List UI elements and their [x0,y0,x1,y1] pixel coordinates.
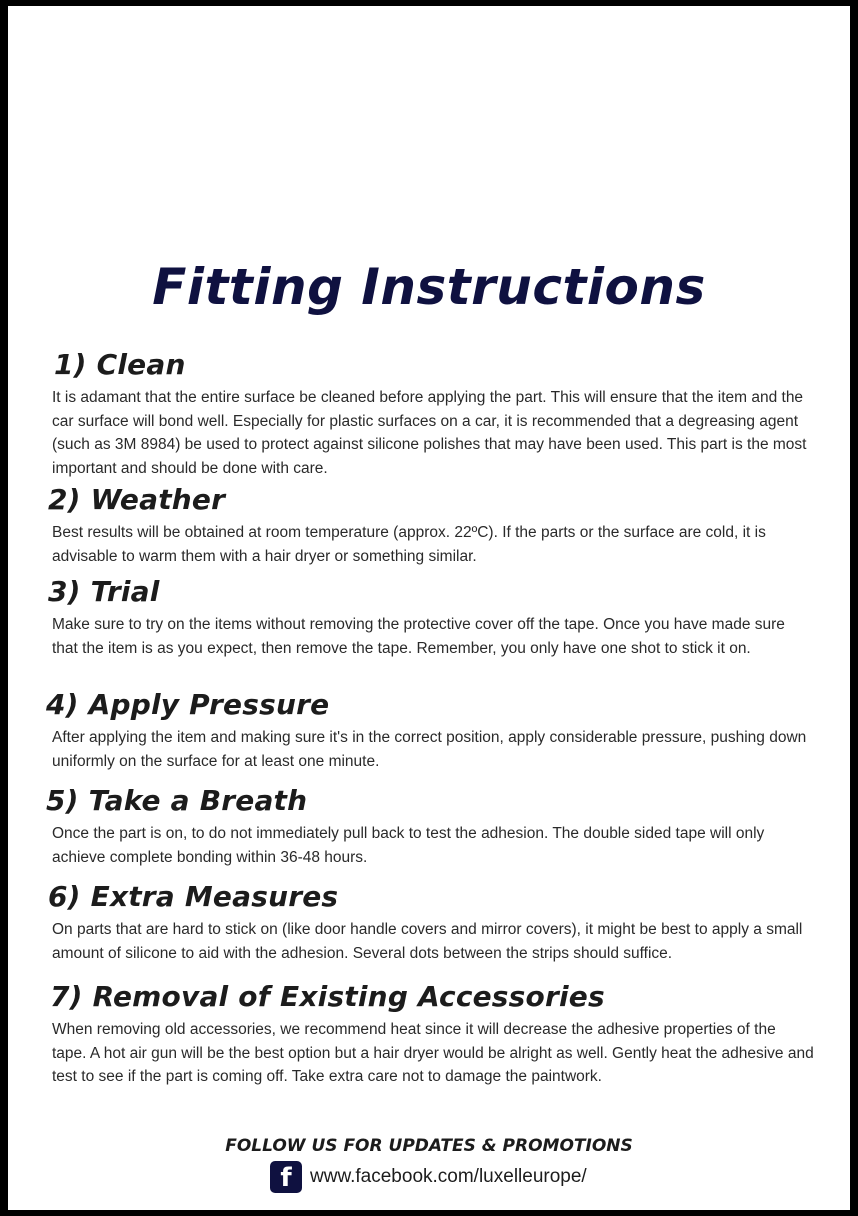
section-body: Best results will be obtained at room temperature (approx. 22ºC). If the parts or the surface are cold, it is advisable to warm them with a hair dryer or something similar. [52,524,766,565]
section-heading: 6) Extra Measures [48,880,339,913]
section-extra-measures [8,880,850,965]
section-heading: 4) Apply Pressure [46,688,330,721]
section-apply-pressure [8,688,850,773]
facebook-url: www.facebook.com/luxelleurope/ [310,1166,587,1187]
section-removal-of-existing-accessories [8,980,850,1089]
facebook-icon: f [270,1161,302,1193]
instruction-sheet [8,6,850,1210]
section-heading: 5) Take a Breath [46,784,308,817]
section-heading: 2) Weather [48,483,226,516]
section-body: After applying the item and making sure it's in the correct position, apply considerable pressure, pushing down uniformly on the surface for at least one minute. [52,729,807,770]
follow-us-heading: FOLLOW US FOR UPDATES & PROMOTIONS [225,1136,633,1156]
section-clean [8,348,850,480]
section-body: It is adamant that the entire surface be cleaned before applying the part. This will ensure that the item and the car surface will bond well. Especially for plastic surfaces on a car, it is recommended that a degreasing agent (such as 3M 8984) be used to protect against silicone polishes that may have been used. This part is the most important and should be done with care. [52,389,807,477]
section-body: Make sure to try on the items without removing the protective cover off the tape. Once you have made sure that the item is as you expect, then remove the tape. Remember, you only have one shot to stick it on. [52,616,785,657]
section-body: On parts that are hard to stick on (like door handle covers and mirror covers), it might be best to apply a small amount of silicone to aid with the adhesion. Several dots between the strips should suffice. [52,921,803,962]
section-heading: 1) Clean [54,348,186,381]
facebook-link[interactable] [270,1161,587,1193]
section-heading: 7) Removal of Existing Accessories [50,980,605,1013]
section-weather [8,483,850,568]
section-body: Once the part is on, to do not immediately pull back to test the adhesion. The double sided tape will only achieve complete bonding within 36-48 hours. [52,825,765,866]
page-title: Fitting Instructions [152,258,706,316]
section-take-a-breath [8,784,850,869]
section-heading: 3) Trial [48,575,160,608]
section-body: When removing old accessories, we recommend heat since it will decrease the adhesive properties of the tape. A hot air gun will be the best option but a hair dryer would be alright as well. Gently heat the adhesive and test to see if the part is coming off. Take extra care not to damage the paintwork. [52,1021,814,1085]
section-trial [8,575,850,660]
